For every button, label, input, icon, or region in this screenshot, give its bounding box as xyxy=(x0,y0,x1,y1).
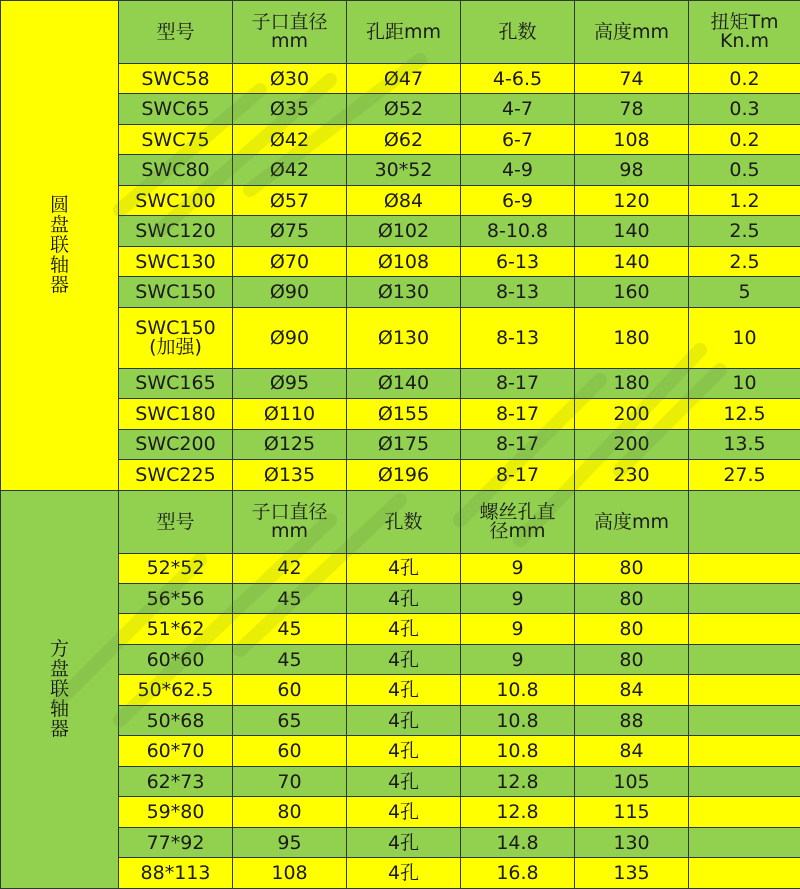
square-section-header-row xyxy=(1,490,800,553)
cell-col4: 8-17 xyxy=(461,429,575,459)
table-row xyxy=(1,705,800,735)
table-row xyxy=(1,63,800,93)
cell-spigot-diameter: 45 xyxy=(233,614,347,644)
cell-model: SWC80 xyxy=(119,155,233,185)
table-row xyxy=(1,827,800,857)
cell-col6: 0.3 xyxy=(689,94,800,124)
cell-col6 xyxy=(689,705,800,735)
cell-height: 180 xyxy=(575,368,689,398)
cell-model: SWC225 xyxy=(119,460,233,490)
cell-height: 98 xyxy=(575,155,689,185)
header-col3: 孔距mm xyxy=(347,1,461,64)
cell-spigot-diameter: 60 xyxy=(233,675,347,705)
table-row xyxy=(1,584,800,614)
cell-height: 80 xyxy=(575,553,689,583)
cell-model: SWC150 xyxy=(119,277,233,307)
cell-col4: 12.8 xyxy=(461,766,575,796)
cell-col6 xyxy=(689,553,800,583)
cell-model: SWC180 xyxy=(119,399,233,429)
header-col6 xyxy=(689,490,800,553)
cell-col3: Ø130 xyxy=(347,277,461,307)
cell-col4: 14.8 xyxy=(461,827,575,857)
round-section-header-row xyxy=(1,1,800,64)
cell-col4: 8-17 xyxy=(461,460,575,490)
cell-spigot-diameter: Ø135 xyxy=(233,460,347,490)
cell-col4: 8-13 xyxy=(461,307,575,368)
cell-height: 80 xyxy=(575,644,689,674)
cell-col3: Ø175 xyxy=(347,429,461,459)
cell-col3: 4孔 xyxy=(347,553,461,583)
round-section-title: 圆 盘 联 轴 器 xyxy=(1,1,119,491)
cell-spigot-diameter: Ø90 xyxy=(233,307,347,368)
cell-model: 60*70 xyxy=(119,736,233,766)
table-row xyxy=(1,858,800,889)
table-row xyxy=(1,216,800,246)
cell-model: SWC200 xyxy=(119,429,233,459)
cell-height: 84 xyxy=(575,675,689,705)
header-col6: 扭矩Tm Kn.m xyxy=(689,1,800,64)
cell-col6 xyxy=(689,644,800,674)
cell-col6 xyxy=(689,797,800,827)
cell-col6 xyxy=(689,766,800,796)
cell-col3: 4孔 xyxy=(347,766,461,796)
cell-col4: 8-17 xyxy=(461,399,575,429)
cell-col6: 1.2 xyxy=(689,185,800,215)
cell-height: 74 xyxy=(575,63,689,93)
cell-model: 62*73 xyxy=(119,766,233,796)
cell-spigot-diameter: Ø42 xyxy=(233,124,347,154)
table-row xyxy=(1,94,800,124)
cell-model: SWC75 xyxy=(119,124,233,154)
cell-height: 105 xyxy=(575,766,689,796)
table-row xyxy=(1,429,800,459)
cell-height: 120 xyxy=(575,185,689,215)
cell-col4: 8-13 xyxy=(461,277,575,307)
cell-col3: 4孔 xyxy=(347,797,461,827)
cell-col3: 4孔 xyxy=(347,705,461,735)
cell-model: 88*113 xyxy=(119,858,233,889)
table-row xyxy=(1,307,800,368)
cell-col4: 10.8 xyxy=(461,705,575,735)
table-row xyxy=(1,736,800,766)
cell-height: 108 xyxy=(575,124,689,154)
table-row xyxy=(1,675,800,705)
table-row xyxy=(1,644,800,674)
cell-col6: 10 xyxy=(689,307,800,368)
cell-col3: Ø140 xyxy=(347,368,461,398)
cell-spigot-diameter: 65 xyxy=(233,705,347,735)
cell-col3: Ø130 xyxy=(347,307,461,368)
cell-col4: 4-7 xyxy=(461,94,575,124)
cell-col6: 2.5 xyxy=(689,246,800,276)
cell-height: 78 xyxy=(575,94,689,124)
cell-height: 115 xyxy=(575,797,689,827)
table-row xyxy=(1,797,800,827)
cell-height: 140 xyxy=(575,216,689,246)
cell-col3: 4孔 xyxy=(347,614,461,644)
cell-col6: 0.2 xyxy=(689,63,800,93)
cell-col3: Ø102 xyxy=(347,216,461,246)
cell-col4: 9 xyxy=(461,584,575,614)
header-height: 高度mm xyxy=(575,490,689,553)
cell-col4: 4-9 xyxy=(461,155,575,185)
cell-col3: Ø155 xyxy=(347,399,461,429)
cell-model: SWC100 xyxy=(119,185,233,215)
cell-col6 xyxy=(689,614,800,644)
cell-height: 230 xyxy=(575,460,689,490)
cell-spigot-diameter: 42 xyxy=(233,553,347,583)
table-row xyxy=(1,155,800,185)
cell-col6 xyxy=(689,827,800,857)
cell-model: 52*52 xyxy=(119,553,233,583)
cell-col3: 4孔 xyxy=(347,827,461,857)
cell-col6 xyxy=(689,675,800,705)
cell-col4: 6-9 xyxy=(461,185,575,215)
cell-col3: Ø47 xyxy=(347,63,461,93)
cell-model: SWC58 xyxy=(119,63,233,93)
cell-spigot-diameter: 80 xyxy=(233,797,347,827)
cell-col6 xyxy=(689,584,800,614)
cell-spigot-diameter: 60 xyxy=(233,736,347,766)
cell-height: 200 xyxy=(575,399,689,429)
cell-col3: Ø108 xyxy=(347,246,461,276)
cell-height: 88 xyxy=(575,705,689,735)
cell-col3: 4孔 xyxy=(347,644,461,674)
table-row xyxy=(1,460,800,490)
cell-col4: 6-13 xyxy=(461,246,575,276)
cell-col6 xyxy=(689,858,800,889)
cell-col4: 10.8 xyxy=(461,736,575,766)
cell-col3: Ø52 xyxy=(347,94,461,124)
cell-col4: 9 xyxy=(461,644,575,674)
cell-col3: 4孔 xyxy=(347,858,461,889)
cell-col4: 12.8 xyxy=(461,797,575,827)
cell-spigot-diameter: Ø30 xyxy=(233,63,347,93)
header-col3: 孔数 xyxy=(347,490,461,553)
cell-height: 80 xyxy=(575,614,689,644)
cell-spigot-diameter: 70 xyxy=(233,766,347,796)
cell-spigot-diameter: Ø57 xyxy=(233,185,347,215)
cell-model: SWC120 xyxy=(119,216,233,246)
cell-col6: 5 xyxy=(689,277,800,307)
cell-col6: 2.5 xyxy=(689,216,800,246)
cell-spigot-diameter: Ø95 xyxy=(233,368,347,398)
cell-spigot-diameter: 95 xyxy=(233,827,347,857)
cell-model: 51*62 xyxy=(119,614,233,644)
cell-col4: 16.8 xyxy=(461,858,575,889)
spec-table-body xyxy=(1,1,800,889)
cell-col3: Ø196 xyxy=(347,460,461,490)
cell-spigot-diameter: 45 xyxy=(233,584,347,614)
table-row xyxy=(1,368,800,398)
cell-spigot-diameter: Ø90 xyxy=(233,277,347,307)
cell-col3: 4孔 xyxy=(347,675,461,705)
cell-model: SWC130 xyxy=(119,246,233,276)
header-height: 高度mm xyxy=(575,1,689,64)
cell-height: 180 xyxy=(575,307,689,368)
cell-col4: 9 xyxy=(461,553,575,583)
cell-col3: 4孔 xyxy=(347,584,461,614)
table-row xyxy=(1,124,800,154)
cell-col6: 12.5 xyxy=(689,399,800,429)
cell-col4: 4-6.5 xyxy=(461,63,575,93)
cell-spigot-diameter: Ø75 xyxy=(233,216,347,246)
table-row xyxy=(1,399,800,429)
cell-col6: 0.5 xyxy=(689,155,800,185)
cell-spigot-diameter: Ø110 xyxy=(233,399,347,429)
cell-spigot-diameter: Ø70 xyxy=(233,246,347,276)
table-row xyxy=(1,277,800,307)
header-model: 型号 xyxy=(119,1,233,64)
cell-spigot-diameter: Ø42 xyxy=(233,155,347,185)
cell-col4: 9 xyxy=(461,614,575,644)
cell-spigot-diameter: 108 xyxy=(233,858,347,889)
cell-height: 135 xyxy=(575,858,689,889)
cell-spigot-diameter: Ø35 xyxy=(233,94,347,124)
cell-col3: Ø84 xyxy=(347,185,461,215)
cell-col3: 30*52 xyxy=(347,155,461,185)
cell-height: 140 xyxy=(575,246,689,276)
cell-col4: 8-17 xyxy=(461,368,575,398)
table-row xyxy=(1,766,800,796)
cell-col6: 27.5 xyxy=(689,460,800,490)
cell-model: 56*56 xyxy=(119,584,233,614)
cell-spigot-diameter: 45 xyxy=(233,644,347,674)
cell-model: SWC165 xyxy=(119,368,233,398)
cell-height: 160 xyxy=(575,277,689,307)
cell-height: 84 xyxy=(575,736,689,766)
cell-model: SWC65 xyxy=(119,94,233,124)
cell-model: 50*68 xyxy=(119,705,233,735)
cell-col4: 6-7 xyxy=(461,124,575,154)
cell-model: 50*62.5 xyxy=(119,675,233,705)
header-spigot-diameter: 子口直径 mm xyxy=(233,1,347,64)
cell-col3: 4孔 xyxy=(347,736,461,766)
cell-col4: 8-10.8 xyxy=(461,216,575,246)
header-spigot-diameter: 子口直径 mm xyxy=(233,490,347,553)
cell-model: 77*92 xyxy=(119,827,233,857)
header-col4: 螺丝孔直 径mm xyxy=(461,490,575,553)
table-row xyxy=(1,553,800,583)
cell-spigot-diameter: Ø125 xyxy=(233,429,347,459)
cell-model: SWC150 (加强) xyxy=(119,307,233,368)
cell-col6 xyxy=(689,736,800,766)
square-section-title: 方 盘 联 轴 器 xyxy=(1,490,119,888)
table-row xyxy=(1,614,800,644)
cell-col6: 13.5 xyxy=(689,429,800,459)
cell-col4: 10.8 xyxy=(461,675,575,705)
cell-col6: 10 xyxy=(689,368,800,398)
cell-col3: Ø62 xyxy=(347,124,461,154)
cell-height: 200 xyxy=(575,429,689,459)
table-row xyxy=(1,185,800,215)
table-row xyxy=(1,246,800,276)
cell-col6: 0.2 xyxy=(689,124,800,154)
cell-model: 60*60 xyxy=(119,644,233,674)
cell-height: 130 xyxy=(575,827,689,857)
cell-height: 80 xyxy=(575,584,689,614)
cell-model: 59*80 xyxy=(119,797,233,827)
header-col4: 孔数 xyxy=(461,1,575,64)
header-model: 型号 xyxy=(119,490,233,553)
